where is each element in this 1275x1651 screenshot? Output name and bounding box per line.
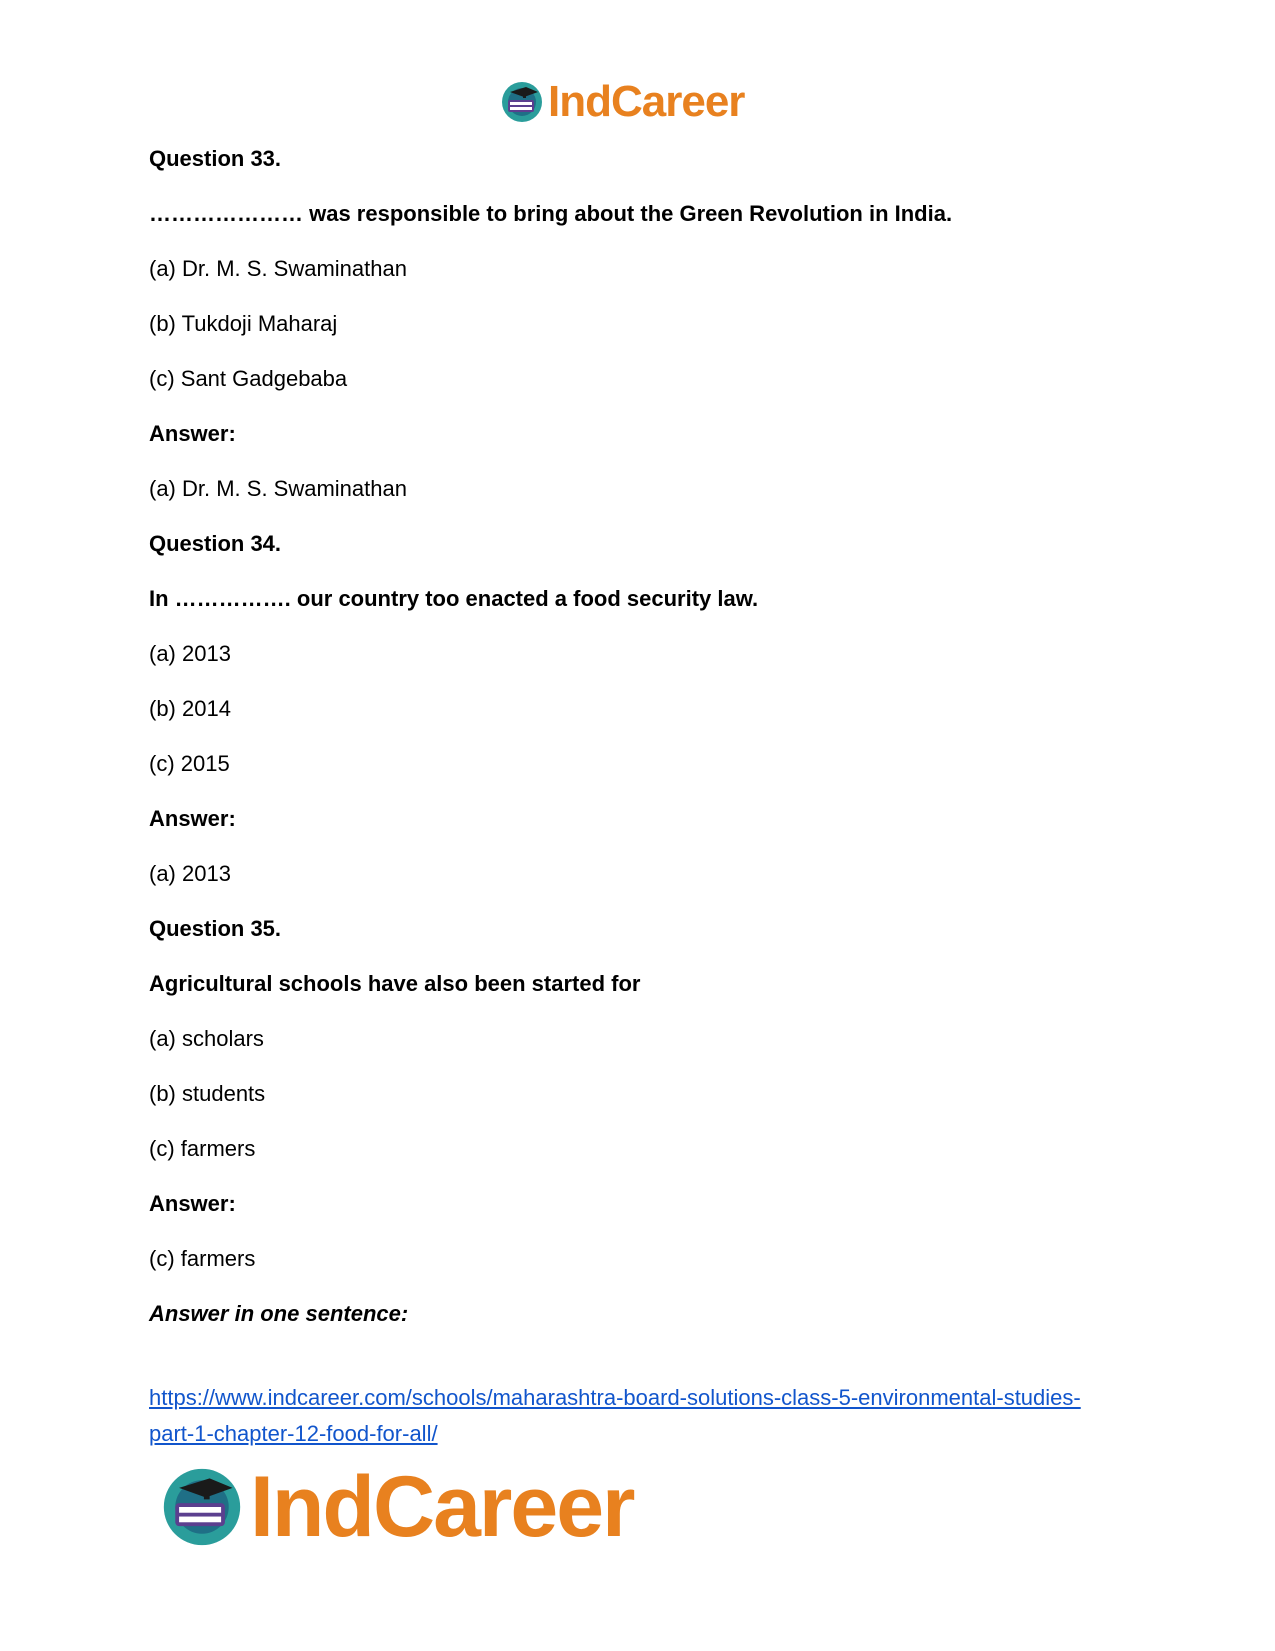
option-text: (b) Tukdoji Maharaj <box>149 311 338 336</box>
option-text: (a) scholars <box>149 1026 264 1051</box>
question-text: Agricultural schools have also been started for <box>149 971 641 996</box>
option-text: (b) students <box>149 1081 266 1106</box>
logo-text: IndCareer <box>250 1458 634 1555</box>
question-number: Question 34. <box>149 531 282 556</box>
question-number: Question 35. <box>149 916 282 941</box>
question-text: In ……………. our country too enacted a food security law. <box>149 586 759 611</box>
answer-label: Answer: <box>149 1191 236 1216</box>
indcareer-logo-bottom <box>160 1458 634 1555</box>
option-text: (a) Dr. M. S. Swaminathan <box>149 476 407 501</box>
option-text: (a) 2013 <box>149 641 231 666</box>
answer-label: Answer: <box>149 806 236 831</box>
option-text: (b) 2014 <box>149 696 231 721</box>
source-link-line-2[interactable]: part-1-chapter-12-food-for-all/ <box>149 1421 438 1446</box>
section-heading: Answer in one sentence: <box>149 1301 409 1326</box>
option-text: (c) farmers <box>149 1136 256 1161</box>
source-link-line-1[interactable]: https://www.indcareer.com/schools/maharashtra-board-solutions-class-5-environmental-studies- <box>149 1385 1081 1410</box>
qa-content <box>149 146 1149 1356</box>
question-number: Question 33. <box>149 146 282 171</box>
book-globe-icon <box>500 80 544 124</box>
option-text: (a) Dr. M. S. Swaminathan <box>149 256 407 281</box>
option-text: (c) farmers <box>149 1246 256 1271</box>
answer-label: Answer: <box>149 421 236 446</box>
question-text: ………………… was responsible to bring about the Green Revolution in India. <box>149 201 953 226</box>
source-link[interactable] <box>149 1380 1149 1452</box>
option-text: (c) 2015 <box>149 751 230 776</box>
indcareer-logo-top <box>500 78 744 126</box>
option-text: (a) 2013 <box>149 861 231 886</box>
logo-text: IndCareer <box>548 77 745 126</box>
option-text: (c) Sant Gadgebaba <box>149 366 348 391</box>
book-globe-icon <box>160 1465 244 1549</box>
